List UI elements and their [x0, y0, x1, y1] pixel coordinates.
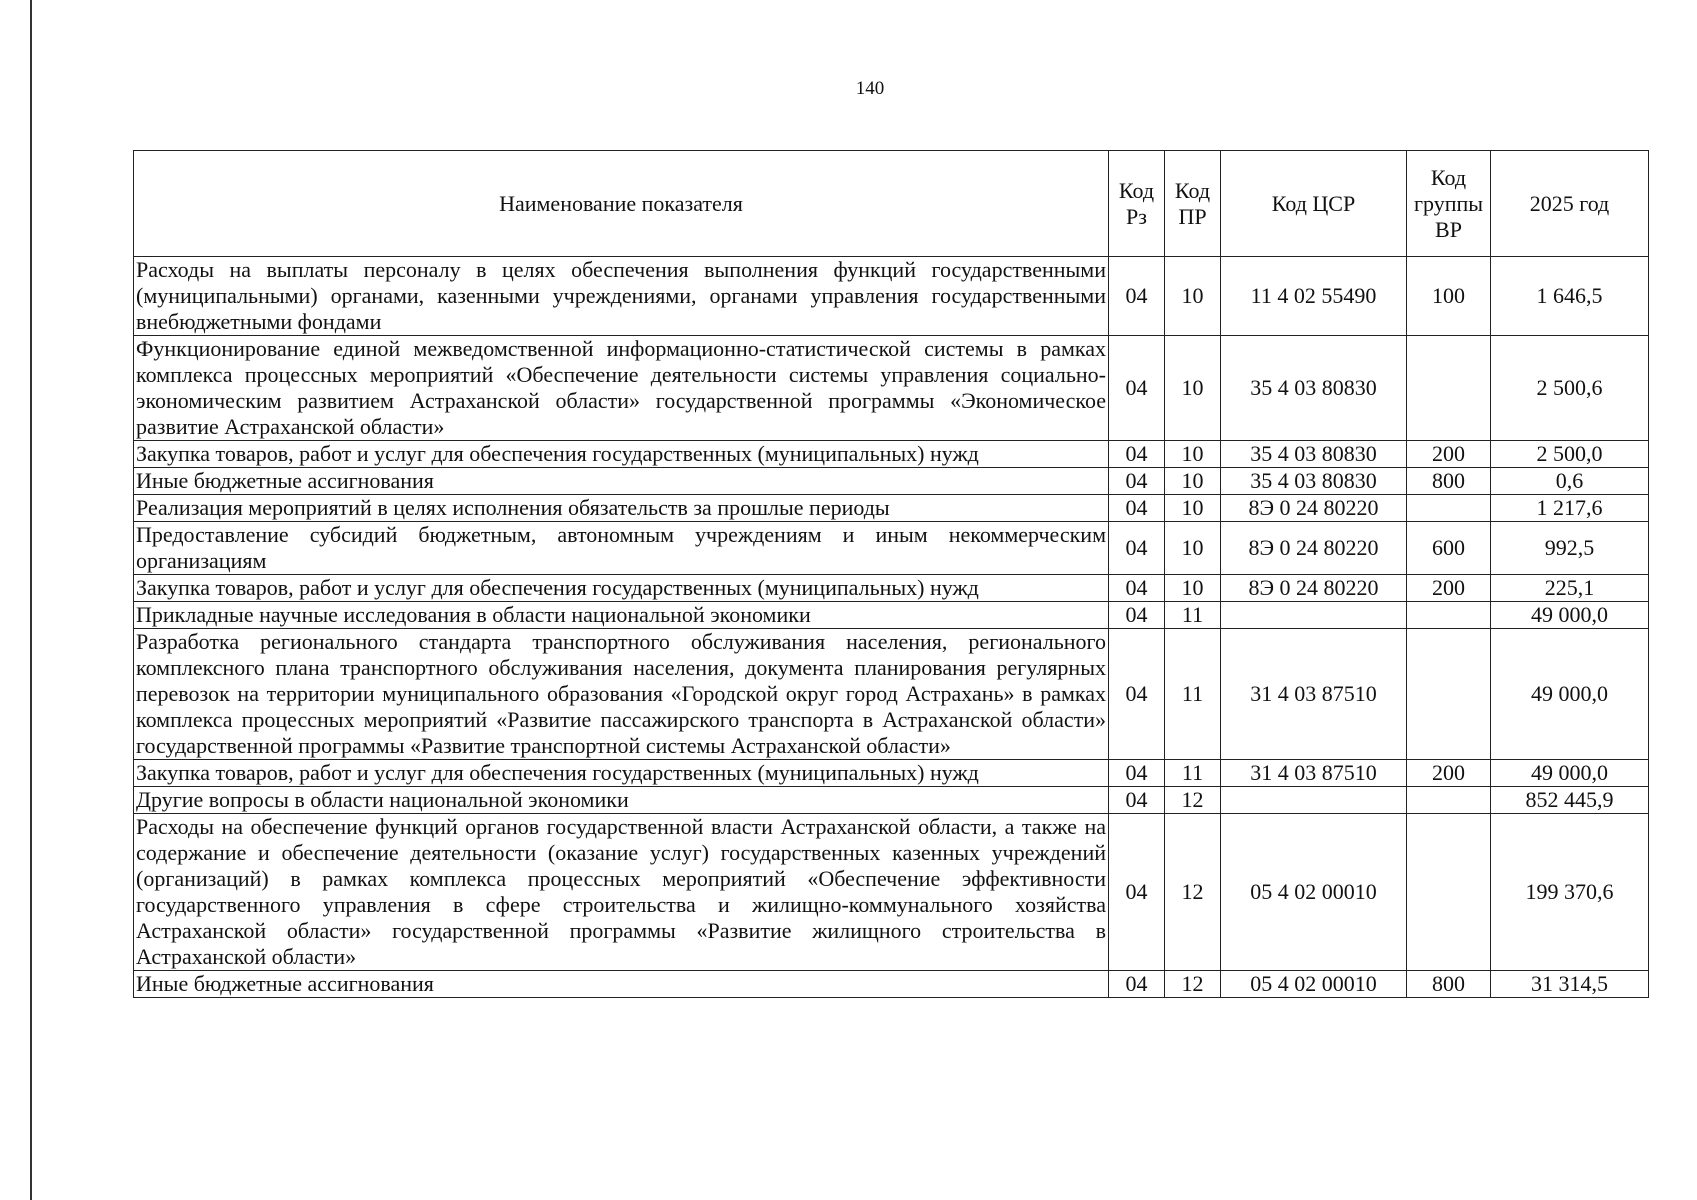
table-row	[134, 468, 1649, 495]
csr-cell: 8Э 0 24 80220	[1221, 495, 1407, 522]
vr-cell: 800	[1407, 468, 1491, 495]
table-row	[134, 760, 1649, 787]
table-row	[134, 257, 1649, 336]
csr-cell	[1221, 602, 1407, 629]
pr-cell: 10	[1165, 468, 1221, 495]
name-cell: Иные бюджетные ассигнования	[134, 468, 1109, 495]
csr-cell: 35 4 03 80830	[1221, 441, 1407, 468]
pr-cell: 11	[1165, 629, 1221, 760]
name-cell: Закупка товаров, работ и услуг для обеспечения государственных (муниципальных) нужд	[134, 575, 1109, 602]
pr-cell: 10	[1165, 441, 1221, 468]
amount-cell: 225,1	[1491, 575, 1649, 602]
vr-cell: 100	[1407, 257, 1491, 336]
csr-cell: 8Э 0 24 80220	[1221, 522, 1407, 575]
binding-line	[30, 0, 32, 1200]
pr-cell: 11	[1165, 760, 1221, 787]
name-cell: Предоставление субсидий бюджетным, автономным учреждениям и иным некоммерческим организациям	[134, 522, 1109, 575]
csr-cell: 31 4 03 87510	[1221, 629, 1407, 760]
amount-cell: 852 445,9	[1491, 787, 1649, 814]
amount-cell: 1 646,5	[1491, 257, 1649, 336]
csr-cell: 31 4 03 87510	[1221, 760, 1407, 787]
name-cell: Расходы на выплаты персоналу в целях обеспечения выполнения функций государственными (муниципальными) органами, казенными учреждениями, органами управления государственными внебюджетными фондами	[134, 257, 1109, 336]
name-cell: Реализация мероприятий в целях исполнения обязательств за прошлые периоды	[134, 495, 1109, 522]
vr-cell: 600	[1407, 522, 1491, 575]
pr-cell: 12	[1165, 971, 1221, 998]
rz-cell: 04	[1109, 336, 1165, 441]
name-cell: Иные бюджетные ассигнования	[134, 971, 1109, 998]
rz-cell: 04	[1109, 495, 1165, 522]
header-vr: Код группы ВР	[1407, 151, 1491, 257]
name-cell: Закупка товаров, работ и услуг для обеспечения государственных (муниципальных) нужд	[134, 441, 1109, 468]
rz-cell: 04	[1109, 441, 1165, 468]
header-rz: Код Рз	[1109, 151, 1165, 257]
rz-cell: 04	[1109, 468, 1165, 495]
rz-cell: 04	[1109, 814, 1165, 971]
header-pr: Код ПР	[1165, 151, 1221, 257]
amount-cell: 1 217,6	[1491, 495, 1649, 522]
table-row	[134, 971, 1649, 998]
table-row	[134, 575, 1649, 602]
rz-cell: 04	[1109, 760, 1165, 787]
rz-cell: 04	[1109, 602, 1165, 629]
csr-cell: 05 4 02 00010	[1221, 814, 1407, 971]
pr-cell: 11	[1165, 602, 1221, 629]
name-cell: Другие вопросы в области национальной экономики	[134, 787, 1109, 814]
header-year: 2025 год	[1491, 151, 1649, 257]
name-cell: Разработка регионального стандарта транспортного обслуживания населения, регионального комплексного плана транспортного обслуживания населения, документа планирования регулярных перевозок на территории муниципального образования «Городской округ город Астрахань» в рамках комплекса процессных мероприятий «Развитие пассажирского транспорта в Астраханской области» государственной программы «Развитие транспортной системы Астраханской области»	[134, 629, 1109, 760]
pr-cell: 12	[1165, 787, 1221, 814]
amount-cell: 49 000,0	[1491, 760, 1649, 787]
header-name: Наименование показателя	[134, 151, 1109, 257]
table-row	[134, 629, 1649, 760]
vr-cell	[1407, 602, 1491, 629]
vr-cell	[1407, 495, 1491, 522]
table-row	[134, 814, 1649, 971]
name-cell: Прикладные научные исследования в области национальной экономики	[134, 602, 1109, 629]
vr-cell: 800	[1407, 971, 1491, 998]
rz-cell: 04	[1109, 787, 1165, 814]
amount-cell: 49 000,0	[1491, 629, 1649, 760]
vr-cell	[1407, 814, 1491, 971]
pr-cell: 10	[1165, 336, 1221, 441]
csr-cell: 11 4 02 55490	[1221, 257, 1407, 336]
vr-cell	[1407, 336, 1491, 441]
rz-cell: 04	[1109, 971, 1165, 998]
pr-cell: 10	[1165, 522, 1221, 575]
table-header-row	[134, 151, 1649, 257]
vr-cell: 200	[1407, 575, 1491, 602]
vr-cell	[1407, 787, 1491, 814]
csr-cell: 35 4 03 80830	[1221, 468, 1407, 495]
table-row	[134, 787, 1649, 814]
vr-cell: 200	[1407, 441, 1491, 468]
amount-cell: 49 000,0	[1491, 602, 1649, 629]
csr-cell: 35 4 03 80830	[1221, 336, 1407, 441]
name-cell: Функционирование единой межведомственной информационно-статистической системы в рамках комплекса процессных мероприятий «Обеспечение деятельности системы управления социально-экономическим развитием Астраханской области» государственной программы «Экономическое развитие Астраханской области»	[134, 336, 1109, 441]
rz-cell: 04	[1109, 257, 1165, 336]
table-row	[134, 522, 1649, 575]
table-row	[134, 336, 1649, 441]
pr-cell: 10	[1165, 257, 1221, 336]
pr-cell: 12	[1165, 814, 1221, 971]
table-row	[134, 441, 1649, 468]
amount-cell: 31 314,5	[1491, 971, 1649, 998]
csr-cell: 05 4 02 00010	[1221, 971, 1407, 998]
pr-cell: 10	[1165, 495, 1221, 522]
amount-cell: 199 370,6	[1491, 814, 1649, 971]
amount-cell: 2 500,0	[1491, 441, 1649, 468]
name-cell: Расходы на обеспечение функций органов государственной власти Астраханской области, а также на содержание и обеспечение деятельности (оказание услуг) государственных казенных учреждений (организаций) в рамках комплекса процессных мероприятий «Обеспечение эффективности государственного управления в сфере строительства и жилищно-коммунального хозяйства Астраханской области» государственной программы «Развитие жилищного строительства в Астраханской области»	[134, 814, 1109, 971]
csr-cell: 8Э 0 24 80220	[1221, 575, 1407, 602]
budget-table	[133, 150, 1649, 998]
table-row	[134, 602, 1649, 629]
pr-cell: 10	[1165, 575, 1221, 602]
table-row	[134, 495, 1649, 522]
vr-cell	[1407, 629, 1491, 760]
vr-cell: 200	[1407, 760, 1491, 787]
amount-cell: 0,6	[1491, 468, 1649, 495]
amount-cell: 2 500,6	[1491, 336, 1649, 441]
csr-cell	[1221, 787, 1407, 814]
amount-cell: 992,5	[1491, 522, 1649, 575]
header-csr: Код ЦСР	[1221, 151, 1407, 257]
rz-cell: 04	[1109, 575, 1165, 602]
name-cell: Закупка товаров, работ и услуг для обеспечения государственных (муниципальных) нужд	[134, 760, 1109, 787]
page-number: 140	[855, 78, 885, 99]
rz-cell: 04	[1109, 629, 1165, 760]
rz-cell: 04	[1109, 522, 1165, 575]
